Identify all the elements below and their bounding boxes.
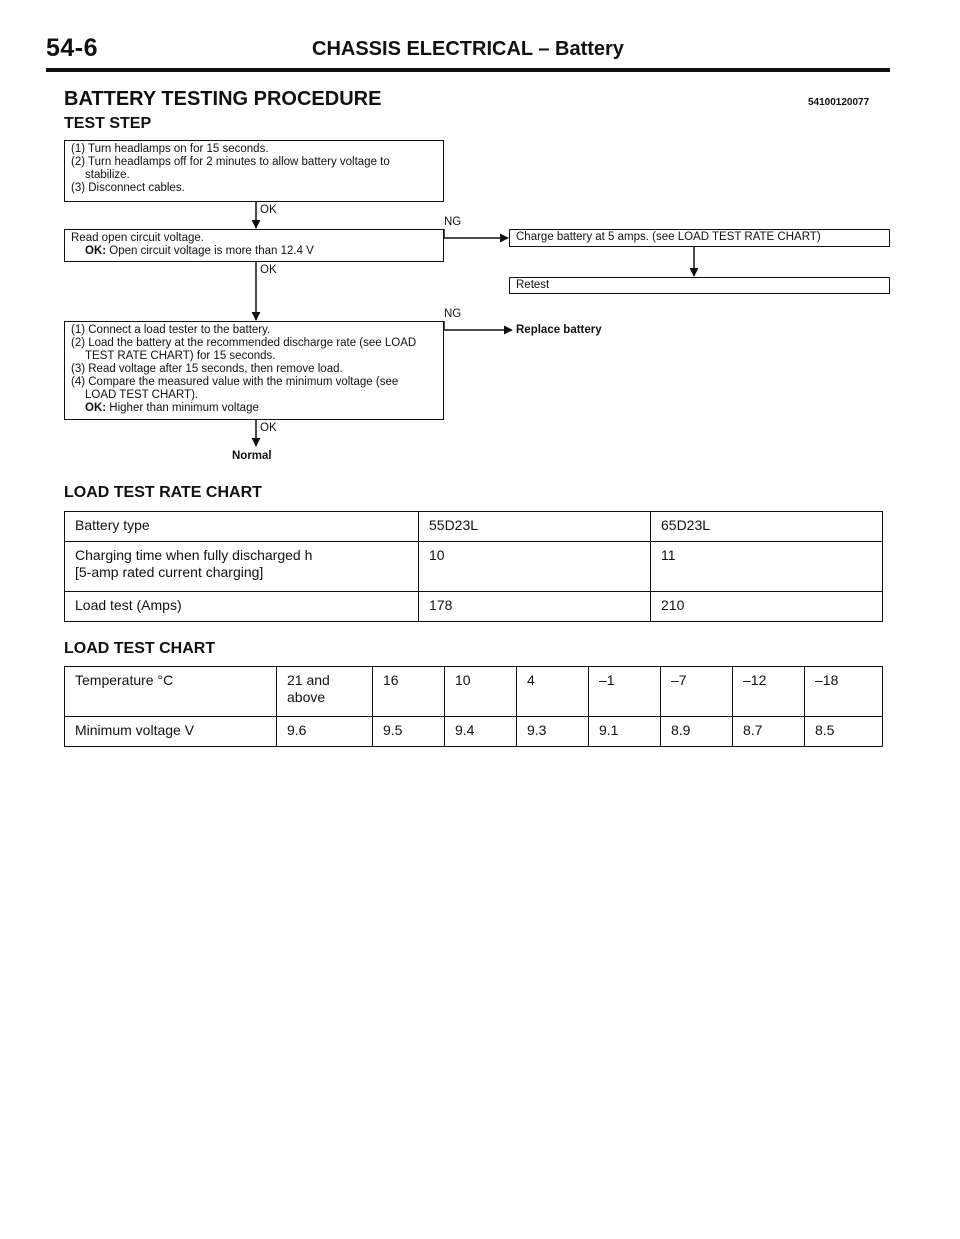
table-cell: 8.5	[805, 717, 883, 747]
table-cell: 11	[651, 542, 883, 592]
load-test-table	[64, 666, 883, 747]
table-cell: –7	[661, 667, 733, 717]
step3-line3: (3) Read voltage after 15 seconds, then remove load.	[71, 363, 343, 375]
table-cell: 178	[419, 592, 651, 622]
table-cell: 9.4	[445, 717, 517, 747]
step3-line2: (2) Load the battery at the recommended discharge rate (see LOAD	[71, 337, 417, 349]
step2-line1: Read open circuit voltage.	[71, 232, 204, 244]
step3-line2b: TEST RATE CHART) for 15 seconds.	[85, 350, 276, 362]
table-cell: 9.6	[277, 717, 373, 747]
step1-box	[64, 140, 444, 202]
table-cell: 9.3	[517, 717, 589, 747]
table-cell: Battery type	[65, 512, 419, 542]
table-cell: 9.5	[373, 717, 445, 747]
load-test-rate-table	[64, 511, 883, 622]
table-row	[65, 512, 883, 542]
table-cell: 21 and above	[277, 667, 373, 717]
step2-ok-text: Open circuit voltage is more than 12.4 V	[109, 245, 314, 257]
step3-line4b: LOAD TEST CHART).	[85, 389, 199, 401]
table-row	[65, 717, 883, 747]
step1-line2: (2) Turn headlamps off for 2 minutes to allow battery voltage to	[71, 156, 390, 168]
table-cell: 10	[419, 542, 651, 592]
retest-text: Retest	[516, 279, 550, 291]
table-cell: Charging time when fully discharged h [5-amp rated current charging]	[65, 542, 419, 592]
table-cell: 55D23L	[419, 512, 651, 542]
ng-label-1: NG	[444, 216, 462, 228]
table-cell: 10	[445, 667, 517, 717]
normal-result: Normal	[232, 450, 272, 462]
table-cell: 16	[373, 667, 445, 717]
table-cell: 8.9	[661, 717, 733, 747]
step1-line1: (1) Turn headlamps on for 15 seconds.	[71, 143, 269, 155]
step3-ok-label: OK:	[85, 402, 107, 414]
table-cell: 8.7	[733, 717, 805, 747]
table-cell: 9.1	[589, 717, 661, 747]
ok-label-2: OK	[260, 264, 277, 276]
table-cell: 65D23L	[651, 512, 883, 542]
retest-box	[509, 277, 890, 294]
table-row	[65, 667, 883, 717]
table-cell: –1	[589, 667, 661, 717]
step3-line1: (1) Connect a load tester to the battery.	[71, 324, 271, 336]
step2-ok-label: OK:	[85, 245, 107, 257]
step1-line3: (3) Disconnect cables.	[71, 182, 185, 194]
table-row	[65, 592, 883, 622]
table-cell: 210	[651, 592, 883, 622]
section-title: BATTERY TESTING PROCEDURE	[64, 88, 382, 110]
step3-line4: (4) Compare the measured value with the minimum voltage (see	[71, 376, 399, 388]
step1-line2b: stabilize.	[85, 169, 130, 181]
table-cell: 4	[517, 667, 589, 717]
table-cell: Temperature °C	[65, 667, 277, 717]
arrow-step2-ng	[444, 229, 508, 238]
load-test-rate-chart-title: LOAD TEST RATE CHART	[64, 484, 262, 501]
table-cell: Minimum voltage V	[65, 717, 277, 747]
step2-box	[64, 229, 444, 262]
table-cell: Load test (Amps)	[65, 592, 419, 622]
charge-battery-box	[509, 229, 890, 247]
table-cell: –18	[805, 667, 883, 717]
step3-ok-text: Higher than minimum voltage	[109, 402, 259, 414]
ok-label-3: OK	[260, 422, 277, 434]
chapter-title: CHASSIS ELECTRICAL – Battery	[312, 38, 624, 60]
charge-battery-text: Charge battery at 5 amps. (see LOAD TEST RATE CHART)	[516, 231, 821, 243]
page-number: 54-6	[46, 34, 99, 62]
table-cell: –12	[733, 667, 805, 717]
ok-label-1: OK	[260, 204, 277, 216]
arrow-step3-ng	[444, 321, 512, 330]
document-id: 54100120077	[808, 97, 870, 108]
step3-box	[64, 321, 444, 420]
replace-battery-text: Replace battery	[516, 324, 602, 336]
test-step-heading: TEST STEP	[64, 115, 152, 132]
table-row	[65, 542, 883, 592]
load-test-chart-title: LOAD TEST CHART	[64, 640, 216, 657]
ng-label-2: NG	[444, 308, 462, 320]
